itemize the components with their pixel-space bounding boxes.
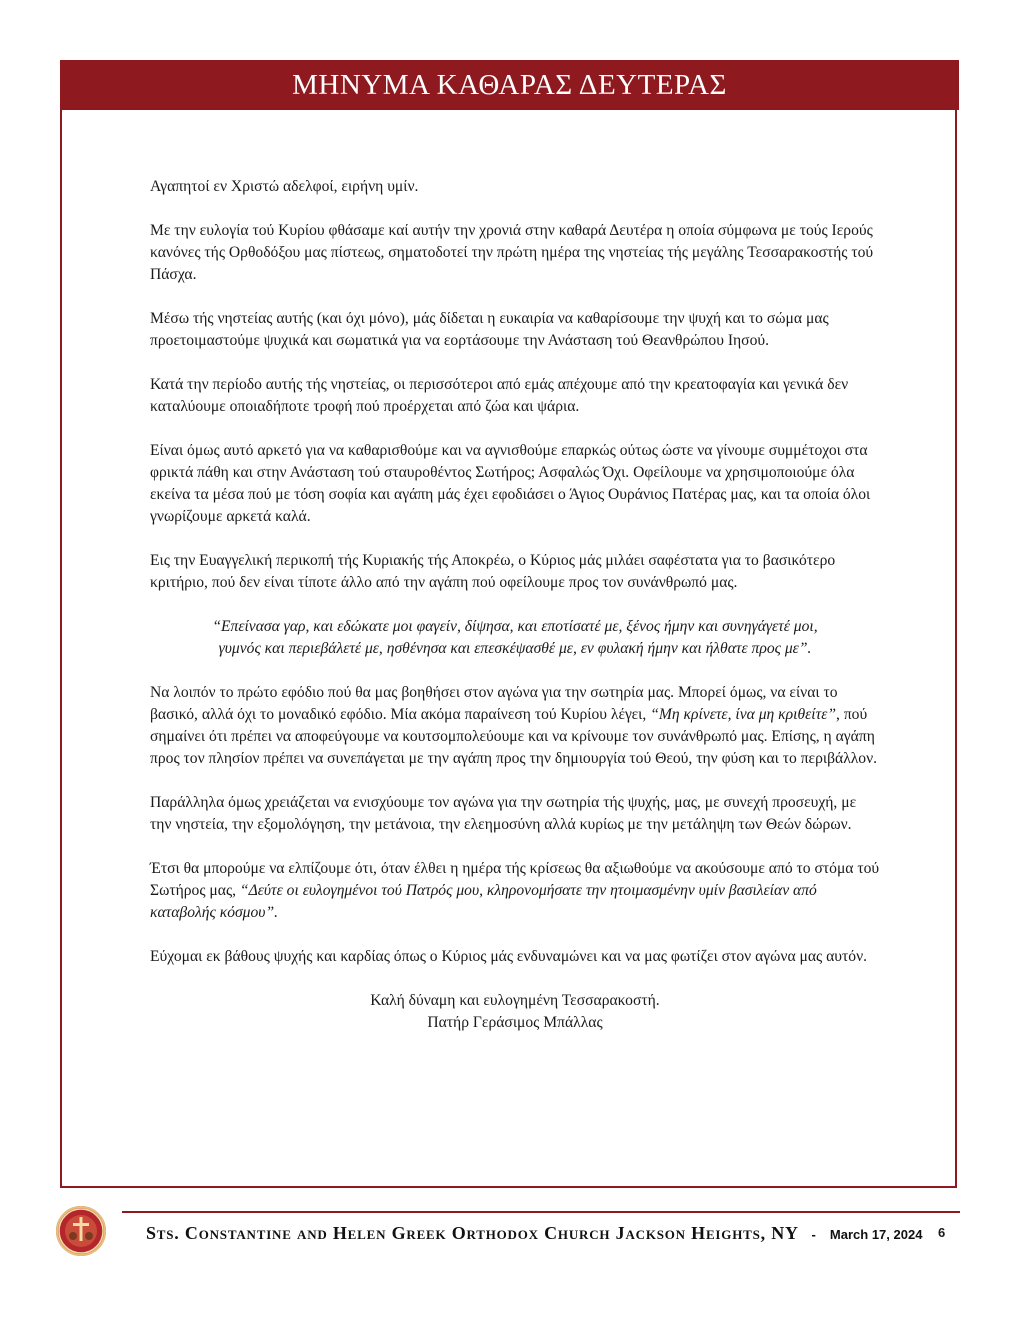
footer-church-name	[146, 1221, 922, 1245]
letter-paragraph-1: Με την ευλογία τού Κυρίου φθάσαμε καί αυτήν την χρονιά στην καθαρά Δευτέρα η οποία σύμφωνα με τούς Ιερούς κανόνες τής Ορθοδόξου μας πίστεως, σηματοδοτεί την πρώτη ημέρα της νηστείας τής μεγάλης Τεσσαρακοστής τού Πάσχα.	[150, 222, 874, 283]
letter-paragraph-7: Παράλληλα όμως χρειάζεται να ενισχύουμε τον αγώνα για την σωτηρία τής ψυχής, μας, με συνεχή προσευχή, με την νηστεία, την εξομολόγηση, την μετάνοια, την ελεημοσύνη αλλά κυρίως με την μετάληψη των Θεών δώρων.	[150, 794, 857, 833]
p6-quote: “Μη κρίνετε, ίνα μη κριθείτε”	[650, 706, 837, 723]
church-seal-icon	[56, 1206, 106, 1256]
letter-paragraph-3: Κατά την περίοδο αυτής τής νηστείας, οι περισσότεροι από εμάς απέχουμε από την κρεατοφαγία και γενικά δεν καταλύουμε οποιαδήποτε τροφή πού προέρχεται από ζώα και ψάρια.	[150, 376, 849, 415]
p8-text-a: Έτσι θα μπορούμε να ελπίζουμε ότι, όταν έλθει η ημέρα τής κρίσεως θα αξιωθούμε να ακούσουμε από το στόμα τού Σωτήρος μας,	[150, 860, 880, 899]
closing-line: Καλή δύναμη και ευλογημένη Τεσσαρακοστή.	[370, 992, 660, 1009]
letter-paragraph-8	[150, 858, 880, 924]
signature-line: Πατήρ Γεράσιμος Μπάλλας	[427, 1014, 603, 1031]
letter-paragraph-5: Εις την Ευαγγελική περικοπή τής Κυριακής τής Αποκρέω, ο Κύριος μάς μιλάει σαφέστατα για το βασικότερο κριτήριο, πού δεν είναι τίποτε άλλο από την αγάπη πού οφείλουμε προς τον συνάνθρωπό μας.	[150, 552, 836, 591]
footer-divider	[122, 1211, 960, 1213]
scripture-quote	[150, 616, 880, 660]
footer-separator: -	[811, 1227, 817, 1242]
signoff	[150, 990, 880, 1034]
letter-paragraph-2: Μέσω τής νηστείας αυτής (και όχι μόνο), μάς δίδεται η ευκαιρία να καθαρίσουμε την ψυχή και το σώμα μας προετοιμαστούμε ψυχικά και σωματικά για να εορτάσουμε την Ανάσταση τού Θεανθρώπου Ιησού.	[150, 310, 829, 349]
quote-line-2: γυμνός και περιεβάλετέ με, ησθένησα και επεσκέψασθέ με, εν φυλακή ήμην και ήλθατε προς με”.	[218, 640, 812, 657]
church-location: Jackson Heights, NY	[615, 1223, 799, 1243]
p6-text-b: , πού σημαίνει ότι πρέπει να αποφεύγουμε να κουτσομπολεύουμε και να κρίνουμε τον συνάνθρωπό μας. Επίσης, η αγάπη προς τον πλησίον πρέπει να συνεπάγεται με την αγάπη προς την δημιουργία τού Θεού, την φύση και το περιβάλλον.	[150, 706, 878, 767]
p6-text-a: Να λοιπόν το πρώτο εφόδιο πού θα μας βοηθήσει στον αγώνα για την σωτηρία μας. Μπορεί όμως, να είναι το βασικό, αλλά όχι το μοναδικό εφόδιο. Μία ακόμα παραίνεση τού Κυρίου λέγει,	[150, 684, 838, 723]
letter-paragraph-6	[150, 682, 880, 770]
church-name: Sts. Constantine and Helen Greek Orthodox Church	[146, 1223, 611, 1243]
page-title: ΜΗΝΥΜΑ ΚΑΘΑΡΑΣ ΔΕΥΤΕΡΑΣ	[60, 60, 959, 110]
letter-body	[150, 176, 880, 1034]
letter-greeting: Αγαπητοί εν Χριστώ αδελφοί, ειρήνη υμίν.	[150, 178, 419, 195]
quote-line-1: “Επείνασα γαρ, και εδώκατε μοι φαγείν, δίψησα, και εποτίσατέ με, ξένος ήμην και συνηγάγετέ μοι,	[212, 618, 818, 635]
p8-quote: “Δεύτε οι ευλογημένοι τού Πατρός μου, κληρονομήσατε την ητοιμασμένην υμίν βασιλείαν από καταβολής κόσμου”.	[150, 882, 817, 921]
letter-paragraph-9: Εύχομαι εκ βάθους ψυχής και καρδίας όπως ο Κύριος μάς ενδυναμώνει και να μας φωτίζει στον αγώνα μας αυτόν.	[150, 948, 868, 965]
page-number: 6	[938, 1225, 946, 1240]
letter-paragraph-4: Είναι όμως αυτό αρκετό για να καθαρισθούμε και να αγνισθούμε επαρκώς ούτως ώστε να γίνουμε συμμέτοχοι στα φρικτά πάθη και στην Ανάσταση τού σταυροθέντος Σωτήρος; Ασφαλώς Όχι. Οφείλουμε να χρησιμοποιούμε όλα εκείνα τα μέσα πού με τόση σοφία και αγάπη μάς έχει εφοδιάσει ο Άγιος Ουράνιος Πατέρας μας, και τα οποία όλοι γνωρίζουμε αρκετά καλά.	[150, 442, 871, 525]
issue-date: March 17, 2024	[829, 1227, 923, 1242]
